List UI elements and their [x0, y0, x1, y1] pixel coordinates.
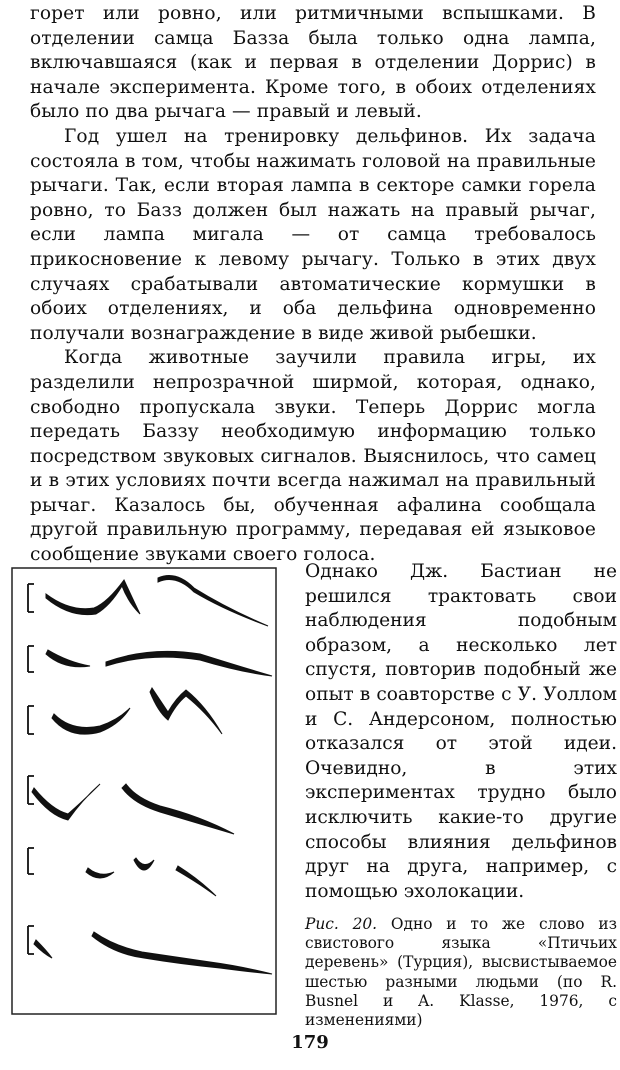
paragraph-2: Год ушел на тренировку дельфинов. Их задача состояла в том, чтобы нажимать головой на правильные рычаги. Так, если вторая лампа в секторе самки горела ровно, то Базз должен был нажать на правый рычаг, если лампа мигала — от самца требовалось прикосновение к левому рычагу. Только в этих двух случаях срабатывали автоматические кормушки в обоих отделениях, и оба дельфина одновременно получали вознаграждение в виде живой рыбешки.: [30, 125, 596, 344]
contour-row-6b: [92, 932, 272, 974]
contour-row-5c: [176, 866, 216, 896]
contour-row-5b: [134, 858, 154, 870]
contour-row-3b: [150, 688, 222, 734]
contour-row-4b: [122, 784, 234, 834]
contour-row-1b: [158, 576, 268, 626]
side-text: Однако Дж. Бастиан не решился трактовать свои наблюдения подобным образом, а несколько лет спустя, повторив подобный же опыт в соавторстве с У. Уоллом и С. Андерсоном, полностью отказался от этой идеи. Очевидно, в этих экспериментах трудно было исключить какие-то другие способы влияния дельфинов друг на друга, например, с помощью эхолокации.: [305, 561, 617, 902]
page-number: 179: [291, 1032, 329, 1053]
contour-row-3: [52, 708, 130, 734]
contour-row-2: [46, 650, 90, 667]
caption-label: Рис. 20.: [305, 915, 378, 933]
caption-text: Одно и то же слово из свистового языка «Птичьих деревень» (Турция), высвистываемое шестью разными людьми (по R. Busnel и A. Klasse, 1976, с изменениями): [305, 915, 617, 1030]
paragraph-3: Когда животные заучили правила игры, их разделили непрозрачной ширмой, которая, однако, свободно пропускала звуки. Теперь Доррис могла передать Баззу необходимую информацию только посредством звуковых сигналов. Выяснилось, что самец и в этих условиях почти всегда нажимал на правильный рычаг. Казалось бы, обученная афалина сообщала другой правильную программу, передавая ей языковое сообщение звуками своего голоса.: [30, 347, 596, 566]
paragraph-1: горет или ровно, или ритмичными вспышками. В отделении самца Базза была только одна лампа, включавшаяся (как и первая в отделении Доррис) в начале эксперимента. Кроме того, в обоих отделениях было по два рычага — правый и левый.: [30, 3, 596, 123]
contour-row-6a: [34, 940, 52, 958]
contour-row-4: [32, 784, 100, 820]
figure-caption: [305, 915, 617, 1030]
contour-row-2b: [106, 651, 272, 676]
contour-row-5a: [86, 868, 114, 878]
whistle-spectrogram-figure: [10, 566, 280, 1016]
contour-row-1: [46, 580, 140, 615]
main-text: [30, 2, 596, 568]
